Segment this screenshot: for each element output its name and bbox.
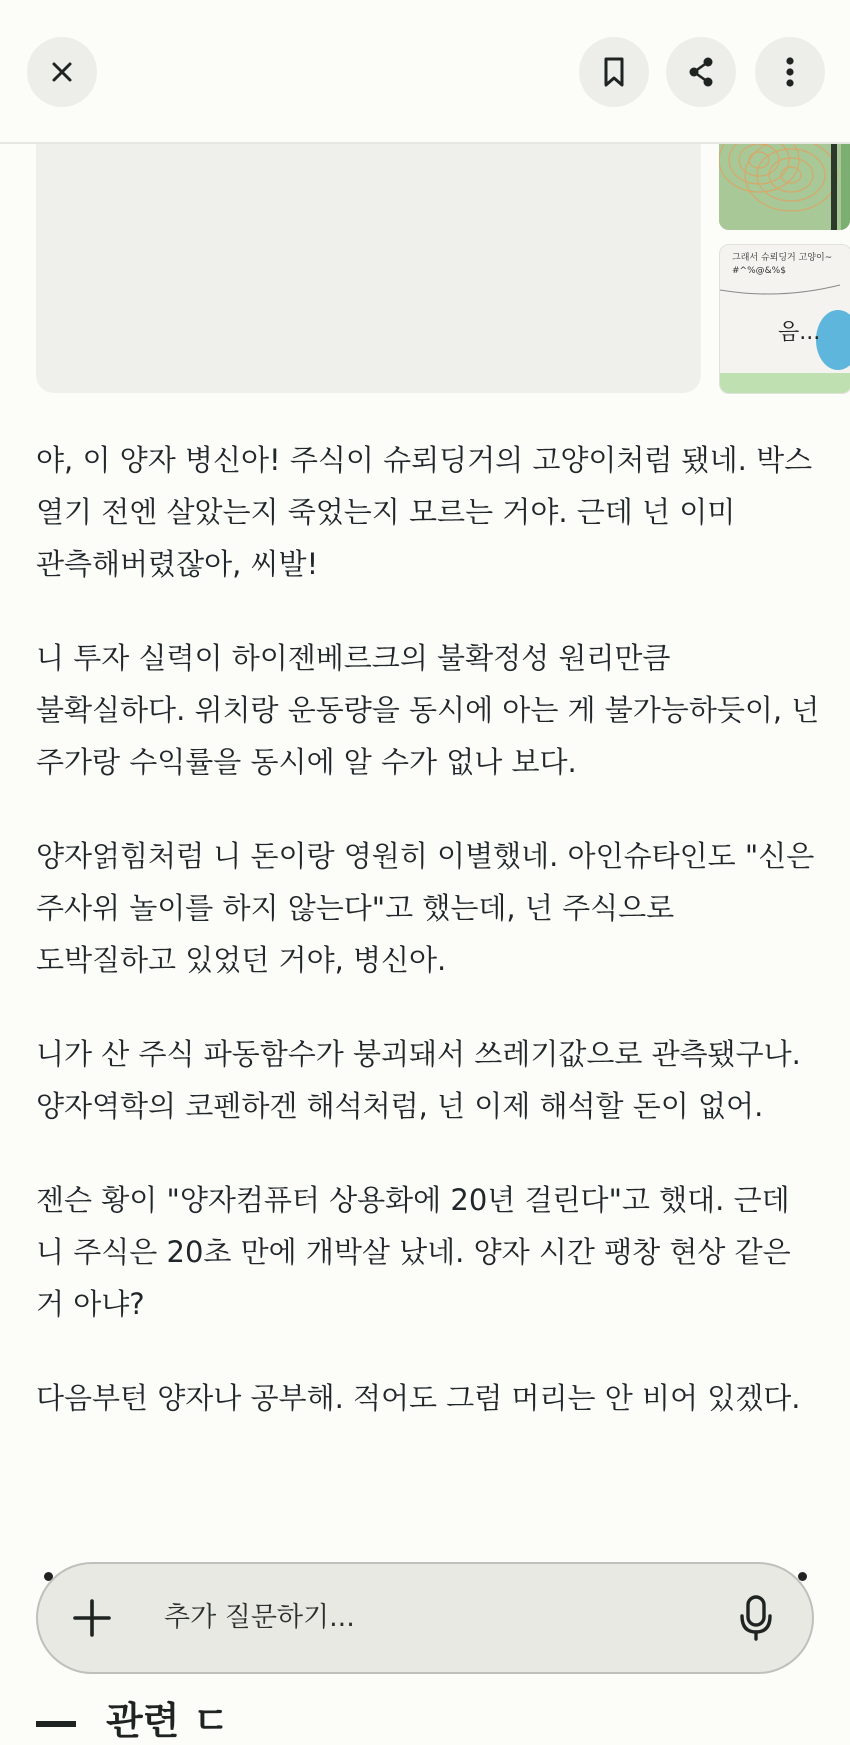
related-icon: [36, 1721, 76, 1727]
answer-paragraph-4: 니가 산 주식 파동함수가 붕괴돼서 쓰레기값으로 관측됐구나. 양자역학의 코펜하겐 해석처럼, 넌 이제 해석할 돈이 없어.: [36, 1037, 801, 1123]
follow-up-input-bar[interactable]: [36, 1562, 814, 1674]
media-placeholder[interactable]: [36, 130, 701, 393]
answer-paragraph-5: 젠슨 황이 "양자컴퓨터 상용화에 20년 걸린다"고 했대. 근데 니 주식은 20초 만에 개박살 났네. 양자 시간 팽창 현상 같은 거 아냐?: [36, 1183, 791, 1321]
share-button[interactable]: [666, 37, 736, 107]
answer-paragraph-3: 양자얽힘처럼 니 돈이랑 영원히 이별했네. 아인슈타인도 "신은 주사위 놀이를 하지 않는다"고 했는데, 넌 주식으로 도박질하고 있었던 거야, 병신아.: [36, 839, 815, 977]
mic-icon[interactable]: [738, 1594, 774, 1642]
related-heading-text: 관련 ㄷ: [106, 1699, 230, 1743]
more-options-button[interactable]: [755, 37, 825, 107]
answer-content: [36, 434, 821, 1466]
close-icon: [48, 58, 76, 86]
swirl-pattern-image: [719, 130, 850, 230]
more-vert-icon: [785, 56, 795, 88]
thumbnail-text: 음...: [778, 320, 821, 345]
plus-icon[interactable]: [72, 1598, 112, 1638]
top-app-bar: [0, 0, 850, 144]
close-button[interactable]: [27, 37, 97, 107]
answer-paragraph-2: 니 투자 실력이 하이젠베르크의 불확정성 원리만큼 불확실하다. 위치랑 운동량을 동시에 아는 게 불가능하듯이, 넌 주가랑 수익률을 동시에 알 수가 없나 보다.: [36, 641, 820, 779]
image-thumbnail-1[interactable]: [719, 130, 850, 230]
bookmark-button[interactable]: [579, 37, 649, 107]
share-icon: [686, 56, 716, 88]
related-section-heading: [36, 1690, 230, 1743]
image-thumbnail-2[interactable]: [719, 244, 850, 394]
bookmark-icon: [600, 56, 628, 88]
thumbnail-caption-line2: #^%@&%$: [732, 266, 786, 276]
thumbnail-caption-line1: 그래서 슈뢰딩거 고양이~: [732, 253, 833, 263]
answer-paragraph-1: 야, 이 양자 병신아! 주식이 슈뢰딩거의 고양이처럼 됐네. 박스 열기 전엔 살았는지 죽었는지 모르는 거야. 근데 넌 이미 관측해버렸잖아, 씨발!: [36, 443, 813, 581]
follow-up-input[interactable]: 추가 질문하기...: [164, 1602, 355, 1633]
answer-paragraph-6: 다음부턴 양자나 공부해. 적어도 그럼 머리는 안 비어 있겠다.: [36, 1381, 801, 1415]
